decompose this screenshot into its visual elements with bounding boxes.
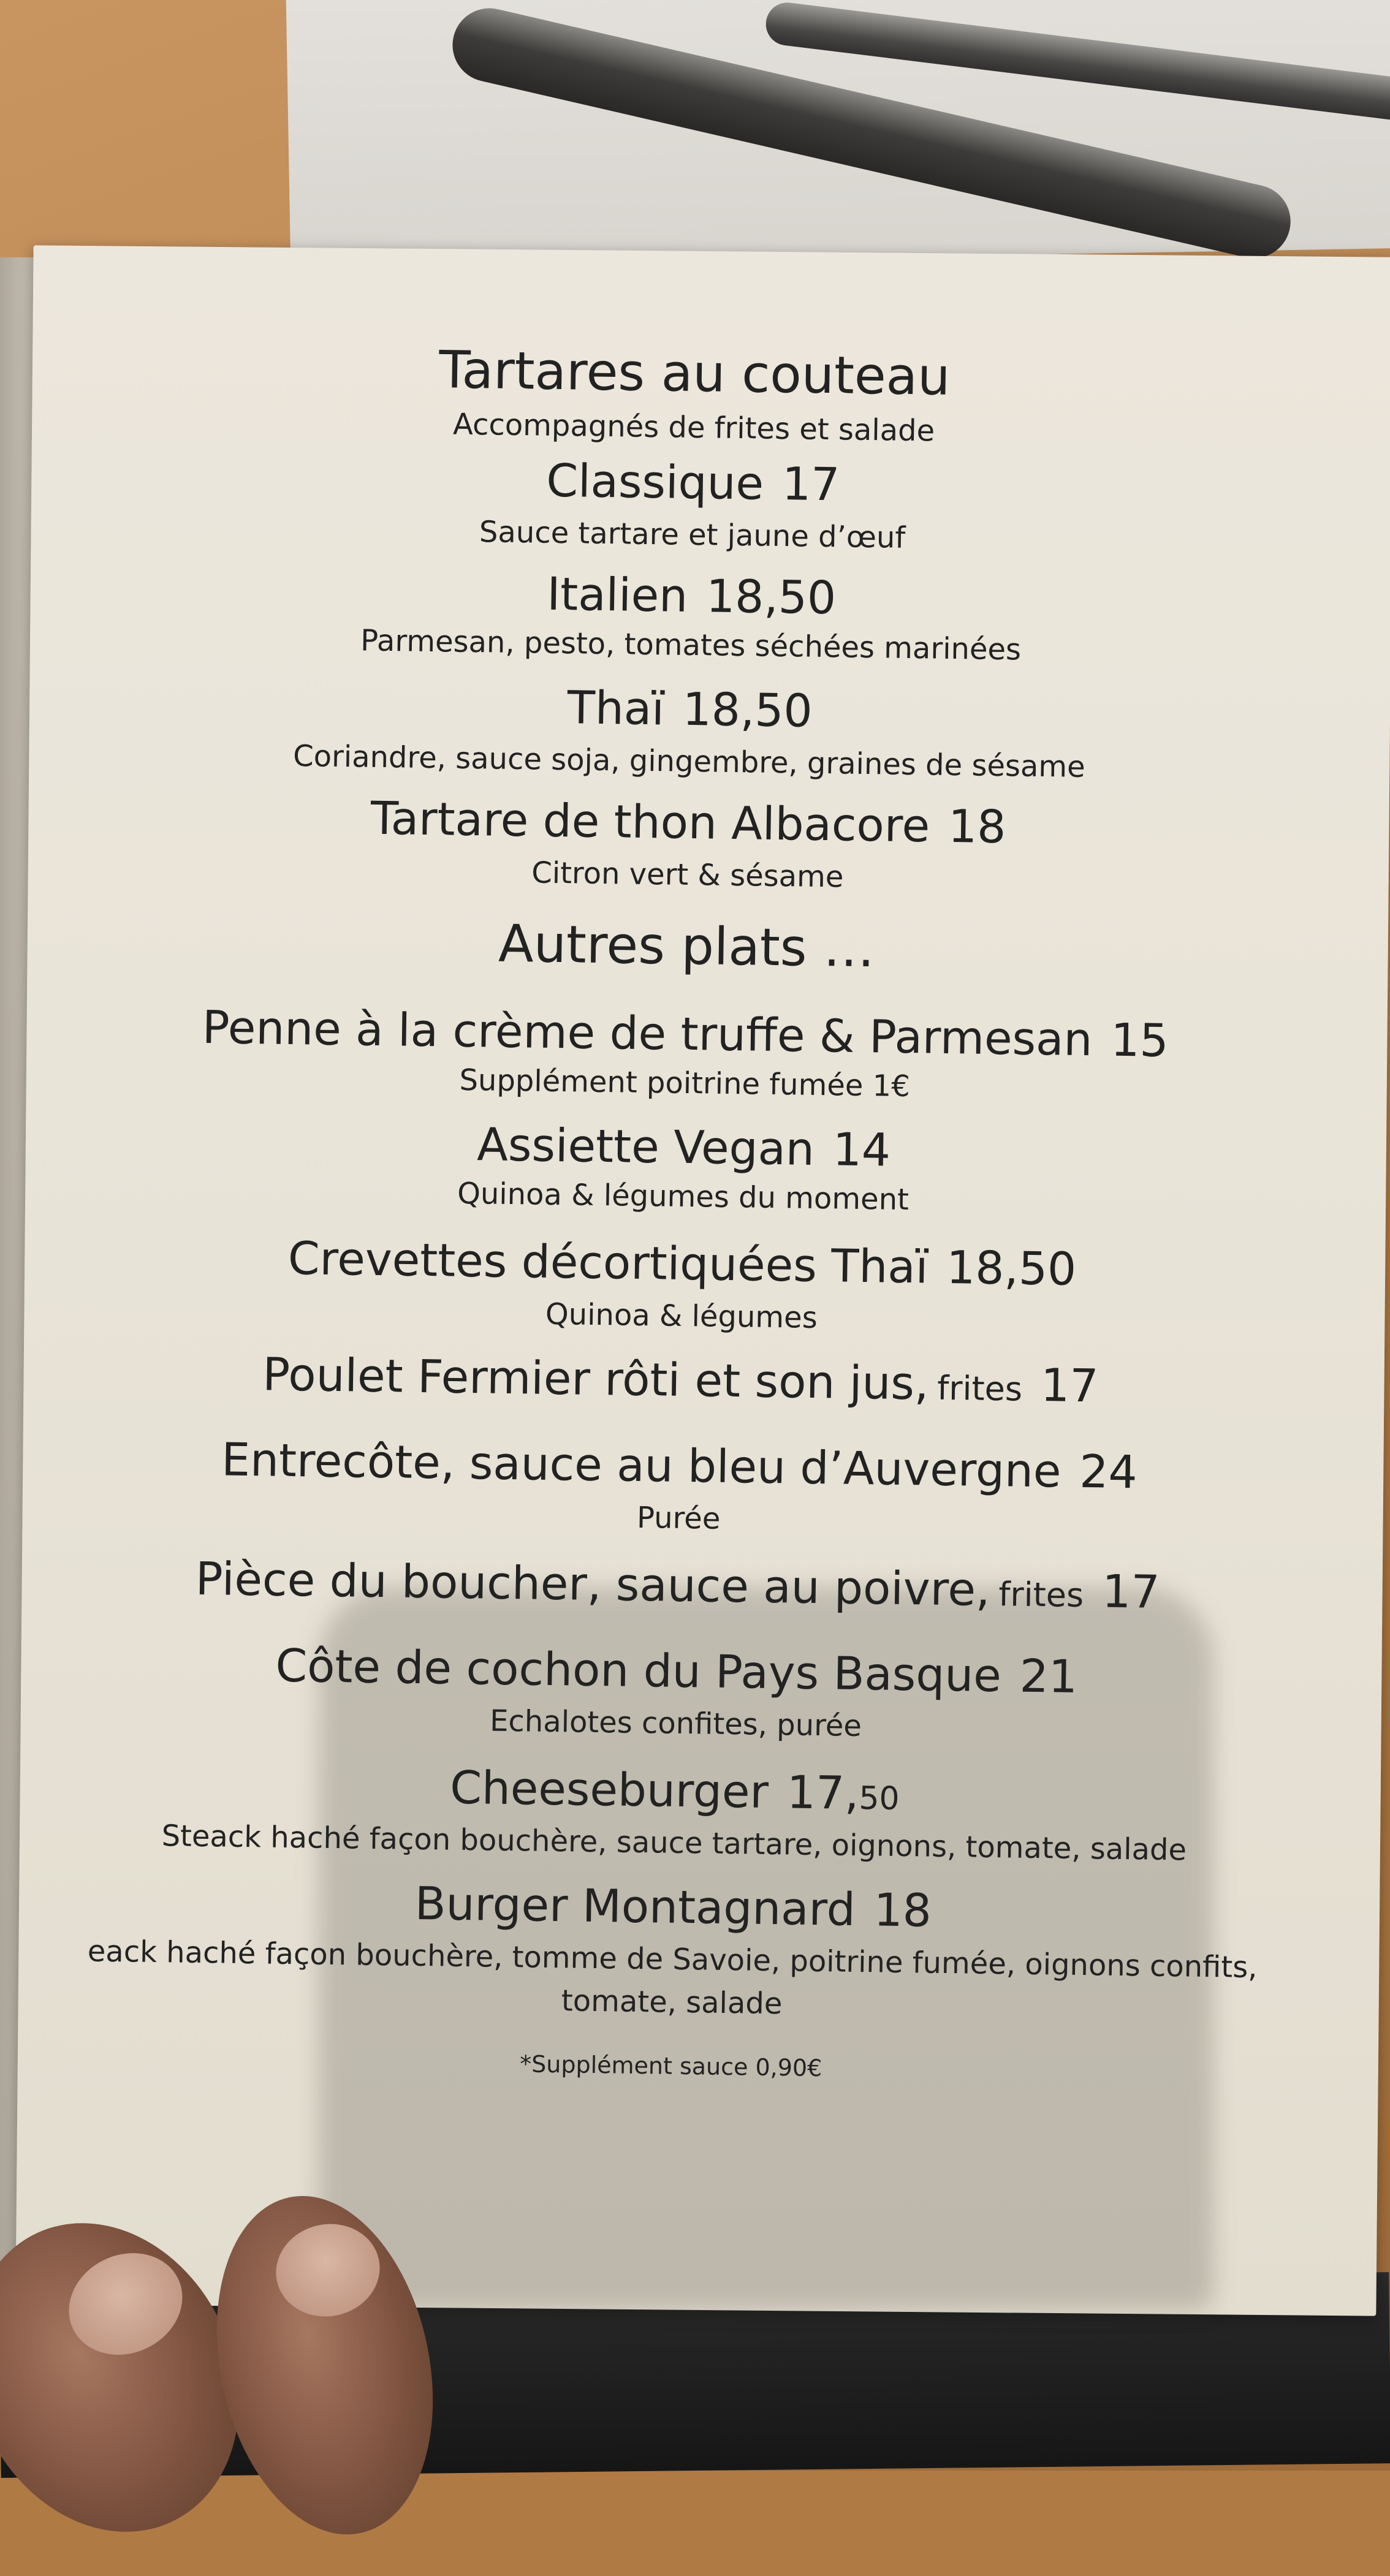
menu-item-desc: Coriandre, sauce soja, gingembre, graines de sésame xyxy=(292,738,1086,784)
menu-item-desc: Supplément poitrine fumée 1€ xyxy=(459,1063,911,1104)
menu-item-desc: Echalotes confites, purée xyxy=(489,1703,862,1744)
menu-item-thon: Tartare de thon Albacore 18 xyxy=(370,792,1006,854)
menu-item-classique: Classique 17 xyxy=(545,454,840,512)
section-title-autres: Autres plats … xyxy=(498,913,875,979)
menu-item-cote-cochon: Côte de cochon du Pays Basque 21 xyxy=(275,1639,1078,1703)
menu-item-desc: tomate, salade xyxy=(561,1983,783,2021)
menu-item-crevettes: Crevettes décortiquées Thaï 18,50 xyxy=(287,1232,1077,1296)
menu-item-desc: Parmesan, pesto, tomates séchées marinées xyxy=(360,623,1022,667)
section-subtitle-tartares: Accompagnés de frites et salade xyxy=(452,407,935,449)
menu-item-desc: Citron vert & sésame xyxy=(531,855,844,895)
menu-item-desc: Quinoa & légumes xyxy=(545,1297,818,1335)
menu-item-penne: Penne à la crème de truffe & Parmesan 15 xyxy=(202,1001,1169,1067)
menu-item-entrecote: Entrecôte, sauce au bleu d’Auvergne 24 xyxy=(221,1433,1138,1499)
section-title-tartares: Tartares au couteau xyxy=(438,339,951,407)
menu-item-cheeseburger: Cheeseburger 17,50 xyxy=(449,1761,900,1820)
menu-item-desc: Purée xyxy=(636,1500,721,1536)
menu-item-burger-montagnard: Burger Montagnard 18 xyxy=(414,1877,932,1938)
footnote: *Supplément sauce 0,90€ xyxy=(519,2050,822,2082)
menu-item-vegan: Assiette Vegan 14 xyxy=(476,1118,891,1177)
menu-item-desc: Quinoa & légumes du moment xyxy=(457,1176,910,1218)
menu-item-desc: Steack haché façon bouchère, sauce tartare, oignons, tomate, salade xyxy=(161,1819,1187,1868)
menu-item-desc: Sauce tartare et jaune d’œuf xyxy=(479,515,906,555)
menu-item-piece-boucher: Pièce du boucher, sauce au poivre, frites 17 xyxy=(195,1552,1161,1619)
menu-item-italien: Italien 18,50 xyxy=(546,567,837,625)
menu-item-desc: eack haché façon bouchère, tomme de Savoie, poitrine fumée, oignons confits, xyxy=(87,1934,1258,1985)
menu-item-thai: Thaï 18,50 xyxy=(567,681,813,738)
menu-item-poulet: Poulet Fermier rôti et son jus, frites 17 xyxy=(262,1348,1099,1413)
